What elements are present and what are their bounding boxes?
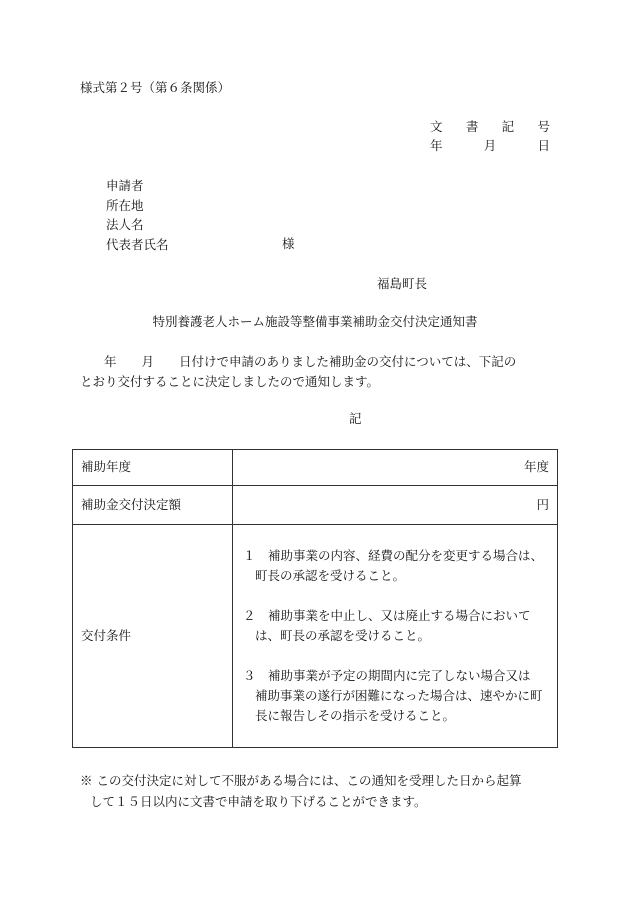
condition-text: 補助事業の遂行が困難になった場合は、速やかに町 xyxy=(255,688,543,703)
condition-item xyxy=(243,666,547,726)
notice-body xyxy=(80,352,555,392)
condition-text: 長に報告しその指示を受けること。 xyxy=(255,708,456,723)
document-date xyxy=(430,140,550,153)
issuer-name: 福島町長 xyxy=(377,276,428,291)
applicant-label: 申請者 xyxy=(106,178,144,193)
grant-year-value: 年度 xyxy=(233,450,558,486)
grant-year-label: 補助年度 xyxy=(73,450,233,486)
document-reference-number xyxy=(430,121,550,134)
date-month-label: 月 xyxy=(483,138,497,153)
document-title: 特別養護老人ホーム施設等整備事業補助金交付決定通知書 xyxy=(152,314,478,329)
condition-item xyxy=(243,546,547,586)
notice-body-line: とおり交付することに決定しましたので通知します。 xyxy=(80,374,380,389)
notice-body-line: 年 月 日付けで申請のありました補助金の交付については、下記の xyxy=(104,354,517,369)
grant-amount-label: 補助金交付決定額 xyxy=(73,486,233,525)
grant-amount-value: 円 xyxy=(233,486,558,525)
grant-details-table xyxy=(72,449,558,748)
date-year-label: 年 xyxy=(430,138,443,153)
applicant-block xyxy=(106,180,169,258)
condition-text: ２ 補助事業を中止し、又は廃止する場合において xyxy=(243,608,531,623)
grant-conditions-value xyxy=(233,525,558,748)
ki-heading: 記 xyxy=(349,411,362,426)
condition-item xyxy=(243,606,547,646)
table-row xyxy=(73,486,558,525)
corporation-name-label: 法人名 xyxy=(106,217,144,232)
doc-ref-char: 記 xyxy=(501,119,515,134)
note-line: して１５日以内に文書で申請を取り下げることができます。 xyxy=(90,794,427,809)
conditions-list xyxy=(233,546,557,726)
condition-text: １ 補助事業の内容、経費の配分を変更する場合は、 xyxy=(243,548,544,563)
condition-text: ３ 補助事業が予定の期間内に完了しない場合又は xyxy=(243,668,531,683)
doc-ref-char: 号 xyxy=(537,119,550,134)
table-row xyxy=(73,525,558,748)
table-row xyxy=(73,450,558,486)
doc-ref-char: 文 xyxy=(430,119,443,134)
note-line: ※ この交付決定に対して不服がある場合には、この通知を受理した日から起算 xyxy=(80,773,522,788)
representative-name-label: 代表者氏名 xyxy=(106,236,169,252)
address-label: 所在地 xyxy=(106,197,144,213)
addressee-honorific: 様 xyxy=(282,236,295,251)
condition-text: 町長の承認を受けること。 xyxy=(255,568,406,583)
form-number: 様式第２号（第６条関係） xyxy=(80,80,231,95)
date-day-label: 日 xyxy=(537,138,550,153)
appeal-note xyxy=(80,770,560,812)
doc-ref-char: 書 xyxy=(465,119,479,134)
grant-conditions-label: 交付条件 xyxy=(73,525,233,748)
condition-text: は、町長の承認を受けること。 xyxy=(255,628,431,643)
